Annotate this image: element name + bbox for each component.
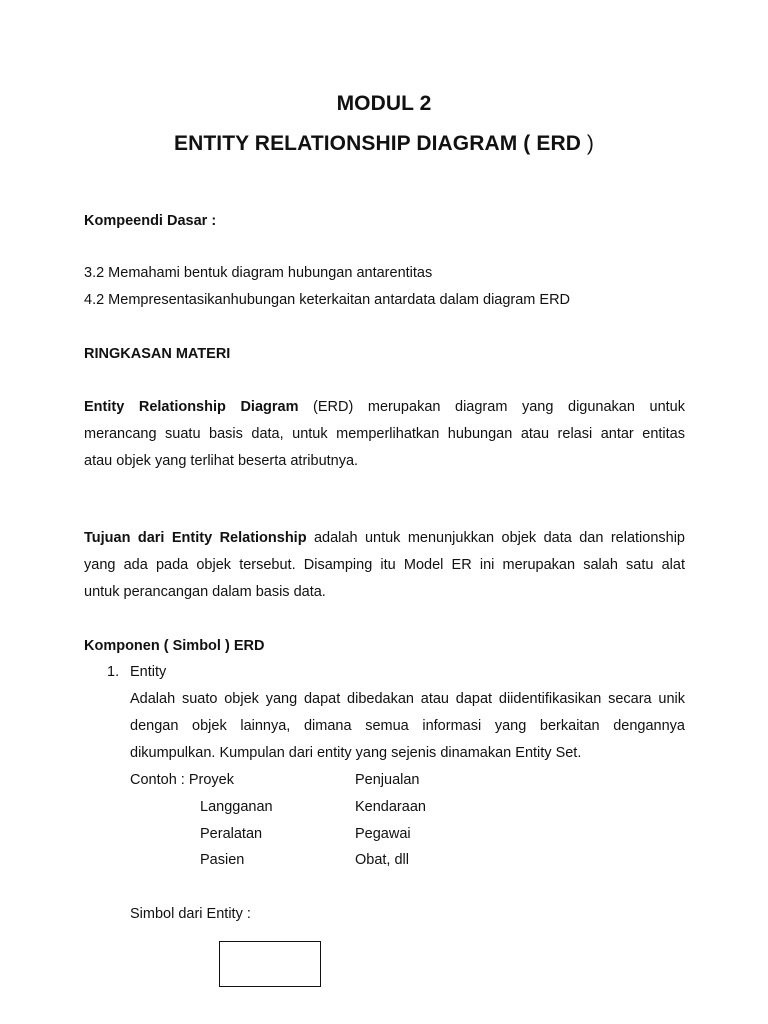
entity-desc-line-1: Adalah suato objek yang dapat dibedakan atau dapat diidentifikasikan secara unik — [130, 691, 685, 707]
tujuan-bold-lead: Tujuan dari Entity Relationship — [84, 530, 307, 546]
contoh-left-item: Langganan — [200, 799, 273, 815]
contoh-left-item: Peralatan — [200, 826, 263, 842]
tujuan-paragraph — [84, 525, 685, 605]
subtitle-main: ENTITY RELATIONSHIP DIAGRAM ( ERD — [173, 132, 587, 155]
contoh-right-item: Penjualan — [355, 772, 420, 788]
contoh-right-item: Kendaraan — [355, 799, 426, 815]
erd-para-line-3: atau objek yang terlihat beserta atributnya. — [84, 452, 359, 469]
tujuan-line1-rest: adalah untuk menunjukkan objek data dan relationship — [306, 530, 685, 546]
erd-para-line-2: merancang suatu basis data, untuk memperlihatkan hubungan atau relasi antar entitas — [84, 425, 685, 442]
kompetensi-heading: Kompeendi Dasar : — [84, 213, 217, 229]
tujuan-para-line-2: yang ada pada objek tersebut. Disamping itu Model ER ini merupakan salah satu alat — [84, 556, 685, 573]
contoh-right-item: Obat, dll — [355, 852, 409, 868]
erd-bold-lead: Entity Relationship Diagram — [84, 399, 299, 415]
komponen-heading: Komponen ( Simbol ) ERD — [84, 638, 265, 654]
contoh-label: Contoh : Proyek — [130, 772, 234, 788]
kompetensi-item-2: 4.2 Mempresentasikanhubungan keterkaitan antardata dalam diagram ERD — [84, 292, 571, 308]
tujuan-para-line-3: untuk perancangan dalam basis data. — [84, 583, 326, 600]
entity-item-title: Entity — [130, 664, 167, 680]
entity-desc-line-2: dengan objek lainnya, dimana semua informasi yang berkaitan dengannya — [130, 717, 685, 734]
erd-para-line-1 — [84, 394, 685, 421]
list-number-1: 1. — [107, 664, 120, 680]
entity-symbol-rectangle — [219, 941, 321, 987]
kompetensi-item-1: 3.2 Memahami bentuk diagram hubungan antarentitas — [84, 265, 433, 281]
ringkasan-heading: RINGKASAN MATERI — [84, 346, 231, 362]
tujuan-para-line-1 — [84, 525, 685, 552]
contoh-left-item: Pasien — [200, 852, 245, 868]
subtitle-close-paren: ) — [586, 132, 594, 155]
module-subtitle — [0, 131, 768, 157]
erd-definition-paragraph — [84, 394, 685, 474]
simbol-label: Simbol dari Entity : — [130, 906, 251, 922]
entity-desc-line-3: dikumpulkan. Kumpulan dari entity yang sejenis dinamakan Entity Set. — [130, 744, 582, 761]
module-title: MODUL 2 — [336, 92, 432, 115]
erd-line1-rest: (ERD) merupakan diagram yang digunakan untuk — [298, 399, 685, 415]
entity-description — [130, 686, 685, 766]
contoh-right-item: Pegawai — [355, 826, 411, 842]
